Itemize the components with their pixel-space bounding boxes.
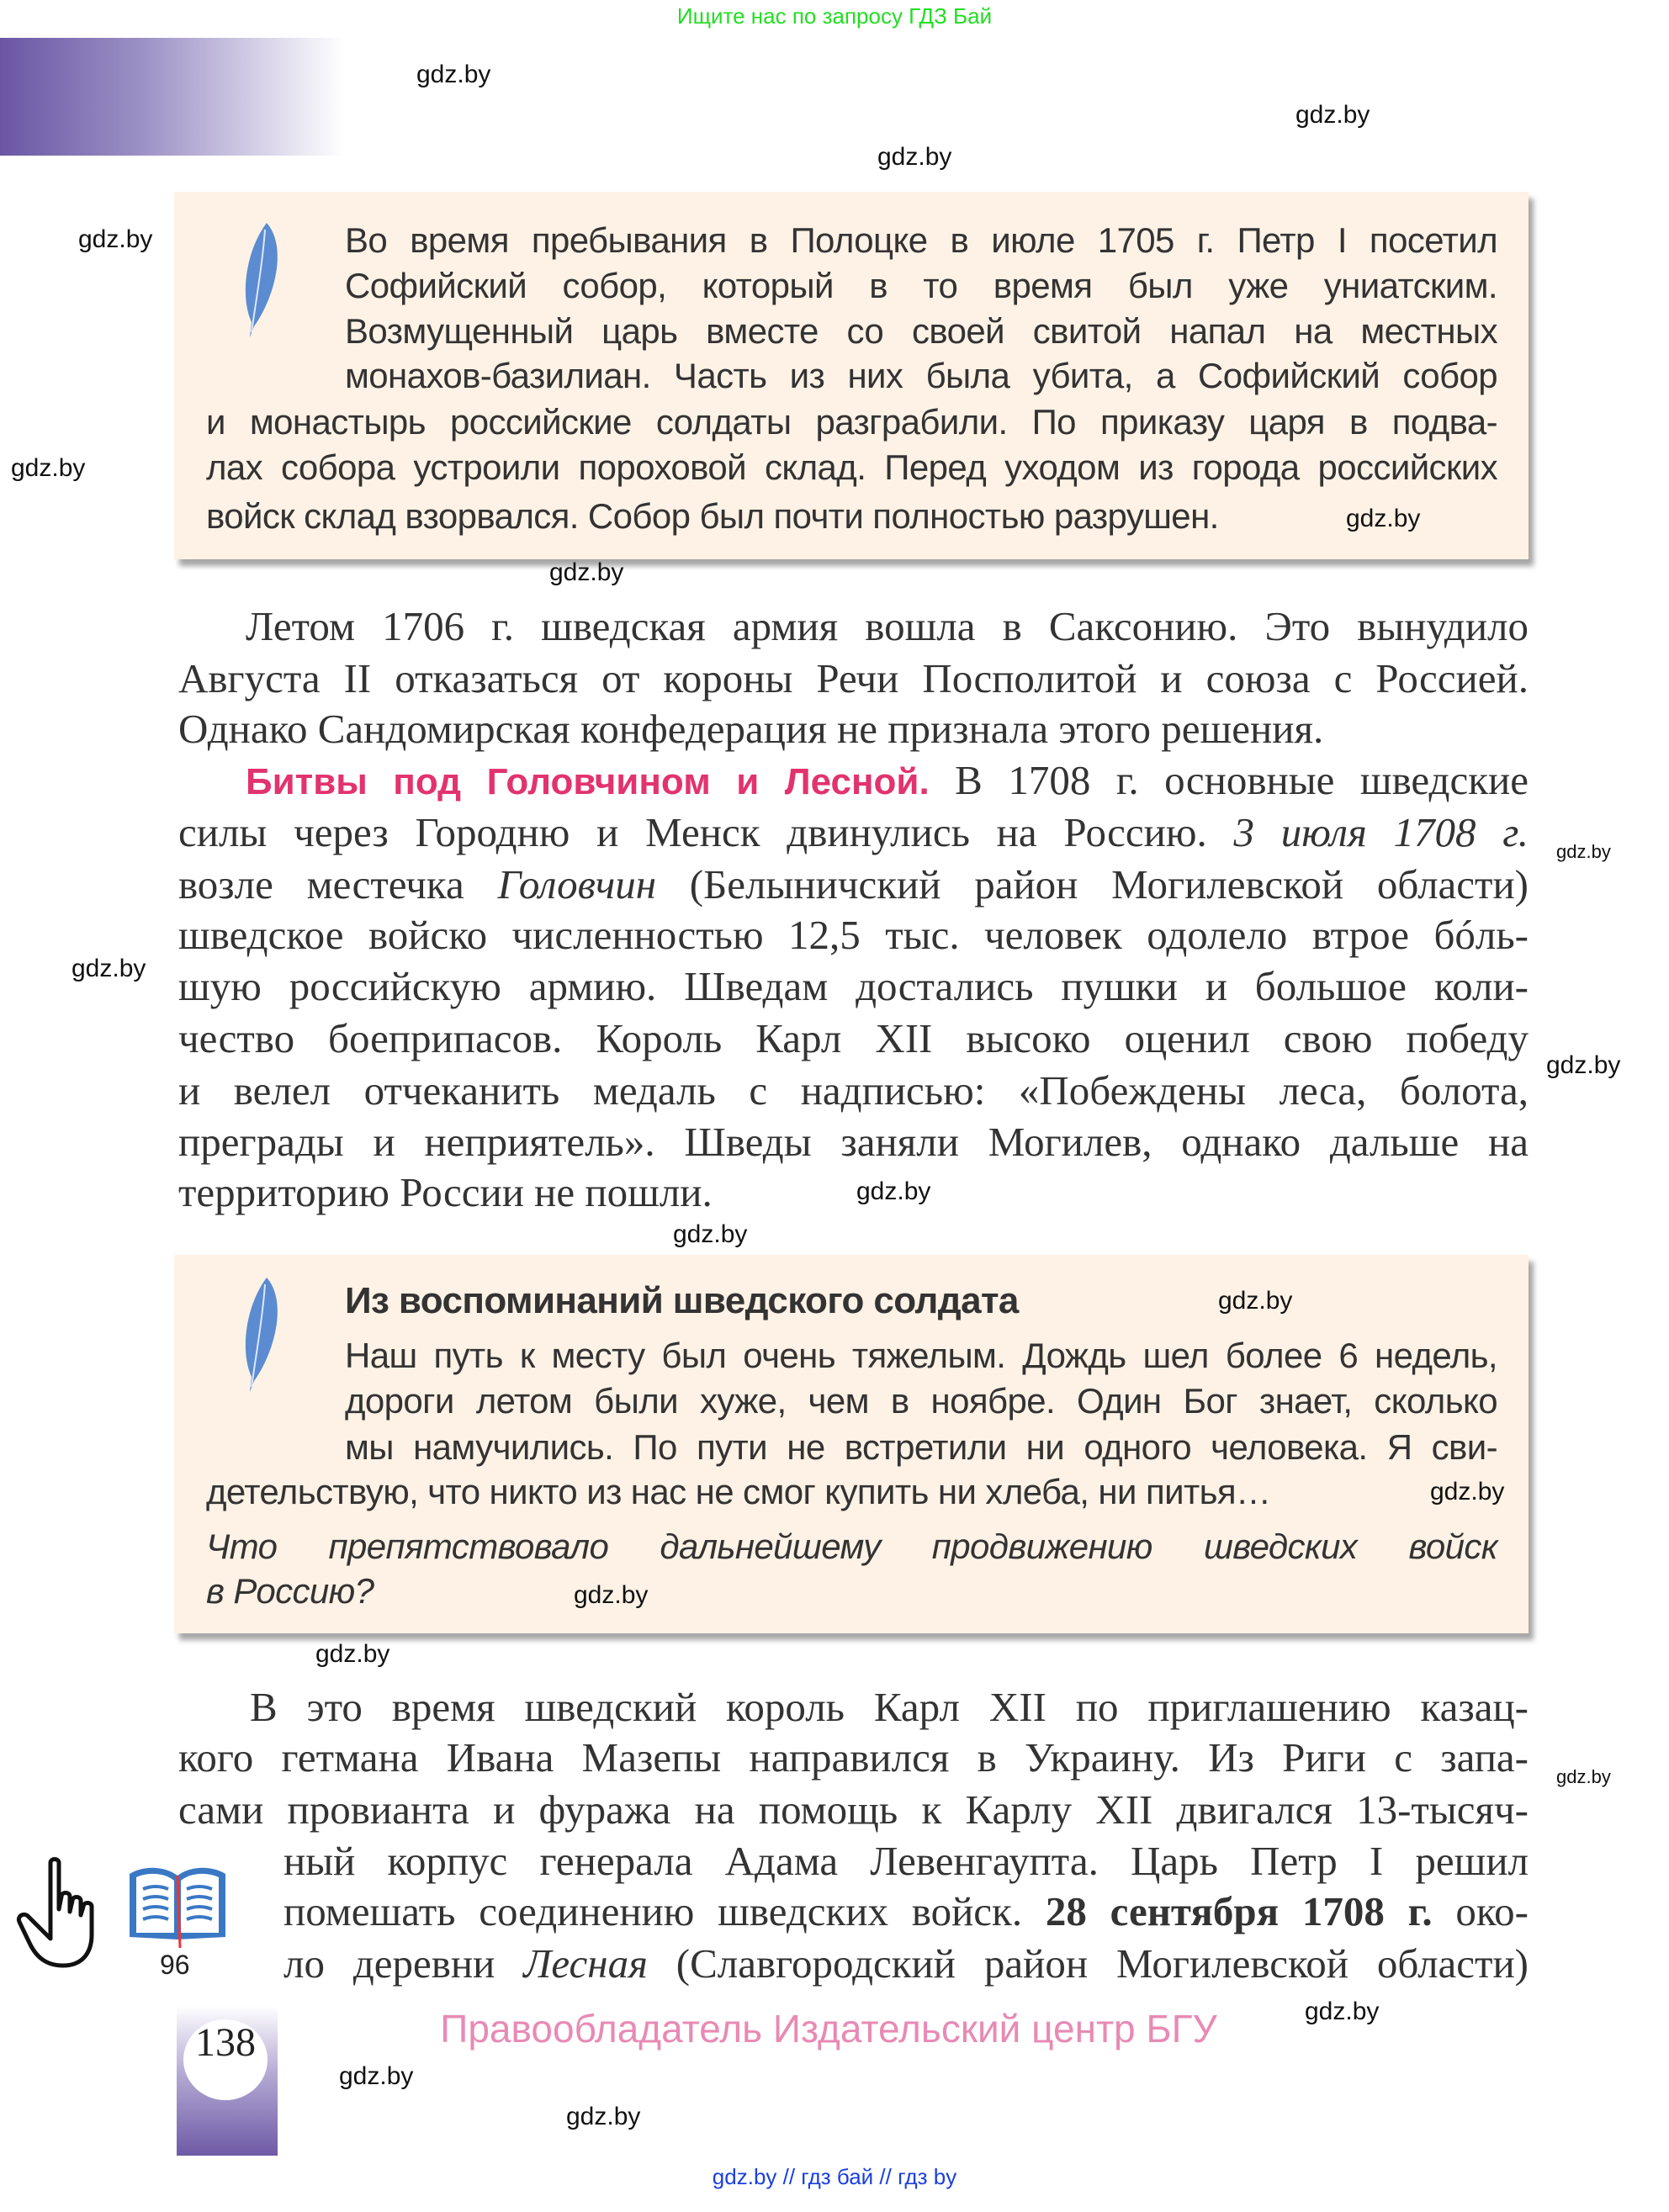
text-run: Наш путь к месту был очень тяжелым. Дождь шел более 6 недель,: [345, 1336, 1497, 1375]
watermark: gdz.by: [1546, 1051, 1621, 1079]
box2-lines-line: [206, 1472, 1270, 1512]
box1-lines-line: [345, 356, 1497, 396]
book-icon[interactable]: [126, 1865, 229, 1950]
text-run: В 1708 г. основные шведские: [929, 757, 1529, 803]
section-heading: Битвы под Головчином и Лесной.: [246, 761, 930, 802]
text-run: территорию России не пошли.: [178, 1169, 713, 1215]
header-gradient-band: [0, 38, 345, 156]
text-run: преграды и неприятель». Шведы заняли Могилев, однако дальше на: [178, 1119, 1529, 1165]
para2-lines-line: [178, 1786, 1529, 1834]
text-run: Софийский собор, который в то время был уже униатским.: [345, 266, 1497, 305]
watermark: gdz.by: [72, 955, 146, 982]
italic-term: Лесная: [523, 1940, 648, 1987]
italic-term: Головчин: [497, 861, 657, 908]
text-run: монахов-базилиан. Часть из них была убита, а Софийский собор: [345, 356, 1497, 395]
para1-lines-line: [246, 602, 1529, 650]
watermark: gdz.by: [78, 225, 153, 253]
para2-lines-line: [283, 1887, 1529, 1935]
box1-lines-line: [206, 447, 1497, 488]
text-run: чество боеприпасов. Король Карл XII высоко оценил свою победу: [178, 1015, 1529, 1061]
text-run: силы через Городню и Менск двинулись на Россию.: [178, 809, 1234, 855]
watermark: gdz.by: [339, 2062, 414, 2090]
watermark: gdz.by: [1430, 1478, 1505, 1506]
page-number: 138: [183, 2019, 268, 2100]
text-run: и монастырь российские солдаты разграбили. По приказу царя в подва-: [206, 402, 1497, 442]
watermark: gdz.by: [877, 143, 952, 171]
memoir-title: Из воспоминаний шведского солдата: [345, 1280, 1019, 1321]
top-search-banner[interactable]: Ищите нас по запросу ГДЗ Бай: [676, 3, 993, 29]
box1-lines-line: [345, 266, 1497, 306]
text-run: сами провианта и фуража на помощь к Карлу XII двигался 13-тысяч-: [178, 1786, 1529, 1833]
para2-lines-line: [283, 1837, 1529, 1885]
text-run: возле местечка: [178, 861, 498, 908]
text-run: в Россию?: [206, 1571, 374, 1611]
watermark: gdz.by: [315, 1640, 390, 1668]
para1-lines-line: [178, 1066, 1529, 1114]
watermark: gdz.by: [416, 61, 491, 88]
text-run: шведское войско численностью 12,5 тыс. человек одолело втрое бóль-: [178, 912, 1529, 958]
text-run: Августа II отказаться от короны Речи Посполитой и союза с Россией.: [178, 655, 1529, 701]
text-run: шую российскую армию. Шведам достались пушки и большое коли-: [178, 963, 1529, 1009]
text-run: Летом 1706 г. шведская армия вошла в Саксонию. Это вынудило: [246, 603, 1529, 649]
watermark: gdz.by: [11, 454, 86, 482]
text-run: Что препятствовало дальнейшему продвижению шведских войск: [206, 1527, 1497, 1566]
text-run: Во время пребывания в Полоцке в июле 1705 г. Петр I посетил: [345, 220, 1497, 260]
page-number-tab: [177, 2006, 278, 2156]
text-run: Однако Сандомирская конфедерация не признала этого решения.: [178, 706, 1324, 752]
watermark: gdz.by: [1295, 101, 1370, 129]
box2-lines-line: [345, 1427, 1497, 1468]
box1-lines-line: [345, 311, 1497, 352]
para1-lines-line: [246, 756, 1529, 804]
reference-number: 96: [160, 1950, 190, 1980]
watermark: gdz.by: [856, 1177, 931, 1205]
text-run: ный корпус генерала Адама Левенгаупта. Царь Петр I решил: [283, 1838, 1529, 1884]
text-run: (Славгородский район Могилевской области): [647, 1940, 1529, 1987]
italic-term: 3 июля 1708 г.: [1233, 809, 1529, 855]
para1-lines-line: [178, 911, 1529, 959]
text-run: ло деревни: [283, 1940, 524, 1987]
text-run: Возмущенный царь вместе со своей свитой напал на местных: [345, 311, 1497, 351]
para1-lines-line: [178, 654, 1529, 702]
copyright-notice: Правообладатель Издательский центр БГУ: [440, 2007, 1217, 2051]
text-run: мы намучились. По пути не встретили ни одного человека. Я сви-: [345, 1427, 1497, 1467]
watermark: gdz.by: [549, 558, 624, 586]
para2-lines-line: [283, 1939, 1529, 1987]
para1-lines-line: [178, 1168, 713, 1216]
box1-lines-line: [206, 496, 1219, 537]
text-run: детельствую, что никто из нас не смог купить ни хлеба, ни питья…: [206, 1472, 1271, 1511]
para1-lines-line: [178, 808, 1529, 856]
box1-lines-line: [206, 402, 1497, 442]
watermark: gdz.by: [1305, 1998, 1380, 2025]
text-run: кого гетмана Ивана Мазепы направился в Украину. Из Риги с запа-: [178, 1734, 1529, 1781]
para1-lines-line: [178, 1014, 1529, 1062]
text-run: войск склад взорвался. Собор был почти полностью разрушен.: [206, 496, 1219, 536]
para2-lines-line: [178, 1733, 1529, 1781]
watermark: gdz.by: [673, 1220, 748, 1248]
watermark: gdz.by: [566, 2103, 641, 2130]
para2-lines-line: [250, 1683, 1529, 1731]
para1-lines-line: [178, 705, 1323, 753]
watermark: gdz.by: [1346, 505, 1421, 532]
para1-lines-line: [178, 962, 1529, 1010]
box2-lines-line: [345, 1336, 1497, 1376]
text-run: (Белыничский район Могилевской области): [656, 861, 1529, 908]
box2-question-line: [206, 1571, 374, 1611]
box2-question-line: [206, 1527, 1497, 1567]
feather-icon: [225, 1276, 292, 1394]
box2-lines-line: [345, 1381, 1497, 1421]
watermark: gdz.by: [574, 1581, 649, 1609]
text-run: дороги летом были хуже, чем в ноябре. Один Бог знает, сколько: [345, 1381, 1497, 1421]
text-run: В это время шведский король Карл XII по приглашению казац-: [250, 1684, 1529, 1730]
box1-lines-line: [345, 220, 1497, 261]
text-run: око-: [1432, 1888, 1529, 1934]
text-run: и велел отчеканить медаль с надписью: «Побеждены леса, болота,: [178, 1067, 1529, 1114]
footer-links[interactable]: gdz.by // гдз бай // гдз by: [712, 2164, 957, 2189]
para1-lines-line: [178, 860, 1529, 908]
watermark: gdz.by: [1218, 1287, 1293, 1315]
text-run: лах собора устроили пороховой склад. Перед уходом из города российских: [206, 447, 1497, 487]
watermark: gdz.by: [1556, 841, 1611, 862]
watermark: gdz.by: [1556, 1766, 1611, 1787]
para1-lines-line: [178, 1118, 1529, 1166]
feather-icon: [225, 221, 292, 339]
text-run: помешать соединению шведских войск.: [283, 1888, 1046, 1934]
bold-date: 28 сентября 1708 г.: [1045, 1888, 1433, 1934]
hand-pointer-icon[interactable]: [13, 1855, 109, 1972]
